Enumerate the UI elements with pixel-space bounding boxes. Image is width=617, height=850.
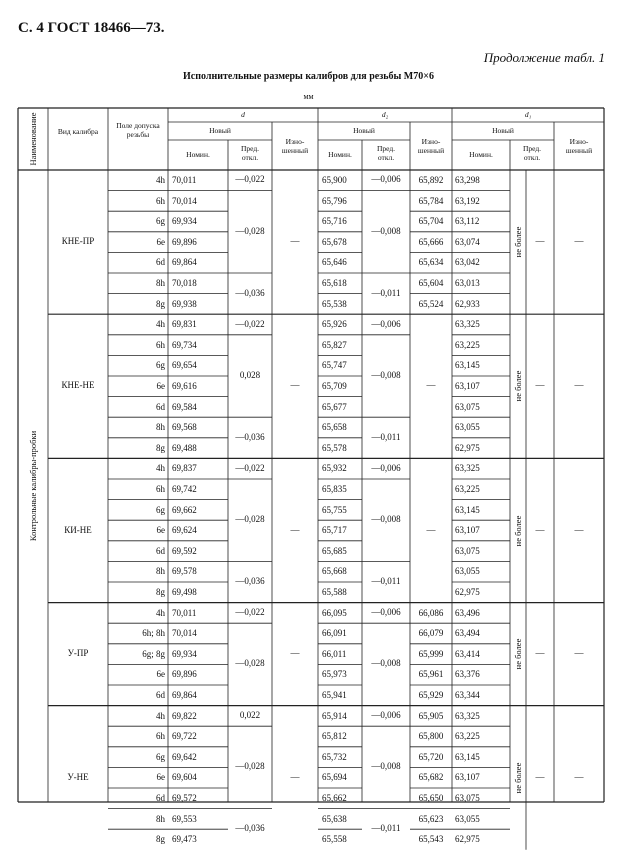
d2-nominal: 65,926 [322,319,347,330]
d2-worn: 66,086 [418,607,444,618]
d2-nominal: 66,095 [322,607,347,618]
d-nominal: 69,837 [172,463,197,474]
d-limit-deviation: —0,028 [235,514,265,525]
d1-nominal: 62,975 [455,834,480,845]
tolerance-field: 6g [156,751,165,762]
d2-worn: 65,892 [418,175,444,185]
d2-limit-deviation: —0,011 [371,576,401,586]
d1-not-more-label: не более [513,762,523,794]
d1-nominal: 63,013 [455,278,480,288]
page-reference: С. 4 ГОСТ 18466—73. [18,20,165,36]
d-nominal: 70,014 [172,628,197,639]
d-nominal: 69,864 [172,257,197,268]
d-nominal: 69,592 [172,545,197,556]
tolerance-field: 8g [156,298,165,309]
d2-nominal: 65,662 [322,793,347,803]
d1-nominal: 63,145 [455,751,480,762]
d-limit-deviation: —0,036 [235,576,265,586]
d-limit-deviation: —0,036 [235,287,265,298]
d1-not-more-label: не более [513,370,523,402]
d1-nominal: 63,042 [455,257,480,268]
d1-nominal: 63,376 [455,669,480,680]
header-limit-dev-2: Пред. откл. [522,144,542,162]
d1-nominal: 63,075 [455,545,480,556]
d2-limit-deviation: —0,011 [371,431,401,442]
d2-nominal: 65,618 [322,278,347,288]
header-limit-dev-0: Пред. откл. [240,144,260,162]
d2-nominal: 65,646 [322,257,347,268]
d2-nominal: 65,747 [322,360,347,371]
d-nominal: 69,864 [172,690,197,700]
d-worn-dash: — [290,236,300,247]
d-nominal: 69,896 [172,236,197,247]
d2-worn: 65,800 [418,731,444,742]
d-limit-deviation: —0,028 [235,225,265,236]
d2-worn: 66,079 [418,628,444,639]
d1-nominal: 63,112 [455,216,480,227]
d-nominal: 70,011 [172,175,197,185]
d2-nominal: 65,538 [322,298,347,309]
tolerance-field: 6h [156,195,165,206]
tolerance-field: 6g [156,360,165,371]
d2-nominal: 65,914 [322,710,347,721]
tolerance-field: 6g [156,216,165,227]
d1-nominal: 62,975 [455,442,480,453]
d1-dev-dash: — [535,524,545,535]
d2-limit-deviation: —0,006 [371,174,401,185]
d1-nominal: 63,055 [455,566,480,577]
tolerance-field: 6g [156,504,165,515]
d2-limit-deviation: —0,006 [371,606,401,617]
tolerance-field: 4h [156,607,165,618]
d1-nominal: 63,107 [455,381,480,391]
d2-nominal: 65,716 [322,216,347,227]
d2-limit-deviation: —0,008 [371,761,401,772]
d2-worn-dash: — [426,380,436,391]
gauge-type-name: КНЕ-НЕ [61,380,95,391]
header-nominal-1: Номин. [328,150,352,159]
tolerance-field: 6e [156,772,165,783]
d2-worn: 65,682 [418,772,444,783]
tolerance-field: 6h [156,731,165,742]
d-worn-dash: — [290,380,300,391]
tolerance-field: 6e [156,669,165,680]
tolerance-field: 6e [156,236,165,247]
d-nominal: 69,654 [172,360,197,371]
tolerance-field: 4h [156,175,165,185]
d-nominal: 69,498 [172,587,197,597]
d1-nominal: 63,055 [455,422,480,433]
d1-not-more-label: не более [513,638,523,670]
d-nominal: 69,568 [172,422,197,433]
table-unit: мм [303,92,314,101]
d1-nominal: 63,494 [455,628,480,639]
d2-nominal: 65,941 [322,690,347,700]
d1-nominal: 63,344 [455,690,480,700]
d2-worn-dash: — [426,524,436,535]
d2-nominal: 65,900 [322,175,347,185]
d-worn-dash: — [290,524,300,535]
tolerance-field: 6e [156,525,165,536]
d-nominal: 69,742 [172,484,197,494]
d-limit-deviation: 0,022 [239,709,261,720]
tolerance-field: 8h [156,813,165,824]
tolerance-field: 8h [156,422,165,433]
d2-worn: 65,634 [418,257,444,268]
table-title: Исполнительные размеры калибров для резьбы М70×6 [183,71,434,82]
d-nominal: 69,578 [172,566,197,577]
d-worn-dash: — [290,771,300,782]
d1-nominal: 62,975 [455,587,480,597]
d-nominal: 69,604 [172,772,197,783]
header-d1: d₁ [524,110,532,119]
d2-limit-deviation: —0,011 [371,823,401,834]
d-nominal: 69,553 [172,813,197,824]
d2-nominal: 65,658 [322,422,347,433]
d2-nominal: 65,638 [322,813,347,824]
d-limit-deviation: —0,028 [235,761,265,772]
d1-worn-dash: — [574,771,584,782]
d1-nominal: 63,075 [455,793,480,803]
d-worn-dash: — [290,648,300,659]
tolerance-field: 6e [156,381,165,391]
header-d2: d₂ [381,110,389,119]
header-name: Наименование [28,112,38,166]
d1-worn-dash: — [574,524,584,535]
d-nominal: 69,831 [172,319,197,330]
tolerance-field: 6d [156,401,165,412]
d1-nominal: 63,225 [455,731,480,742]
d-nominal: 69,822 [172,710,197,721]
d1-dev-dash: — [535,771,545,782]
header-nominal-0: Номин. [186,150,210,159]
header-worn-d1: Изно- шенный [565,137,593,155]
tolerance-field: 6d [156,690,165,700]
d2-nominal: 65,678 [322,236,347,247]
d2-worn: 65,543 [418,834,444,845]
d2-nominal: 65,558 [322,834,347,845]
d2-nominal: 65,709 [322,381,347,391]
tolerance-field: 4h [156,463,165,474]
d2-nominal: 65,732 [322,751,347,762]
d-limit-deviation: —0,022 [235,462,265,473]
d2-nominal: 66,011 [322,648,347,659]
d-nominal: 69,642 [172,751,197,762]
d2-limit-deviation: —0,008 [371,514,401,525]
d2-worn: 65,999 [418,648,444,659]
tolerance-field: 6h [156,484,165,494]
d2-worn: 65,704 [418,216,444,227]
header-gauge-type: Вид калибра [57,127,99,136]
d-nominal: 69,934 [172,648,197,659]
d2-nominal: 66,091 [322,628,347,639]
d2-nominal: 65,755 [322,504,347,515]
d1-nominal: 63,145 [455,504,480,515]
d2-nominal: 65,812 [322,731,347,742]
header-limit-dev-1: Пред. откл. [376,144,396,162]
d-nominal: 69,584 [172,401,197,412]
d2-nominal: 65,685 [322,545,347,556]
d2-nominal: 65,578 [322,442,347,453]
header-worn-1: Изно- шенный [417,137,445,155]
d1-worn-dash: — [574,648,584,659]
d2-nominal: 65,973 [322,669,347,680]
d2-worn: 65,604 [418,278,444,288]
d2-nominal: 65,827 [322,339,347,350]
d1-worn-dash: — [574,236,584,247]
d1-nominal: 63,107 [455,525,480,536]
d1-dev-dash: — [535,648,545,659]
d-nominal: 69,572 [172,793,197,803]
d2-nominal: 65,835 [322,484,347,494]
d1-nominal: 63,145 [455,360,480,371]
tolerance-field: 6g; 8g [142,648,165,659]
tolerance-field: 6d [156,257,165,268]
d-nominal: 69,938 [172,298,197,309]
d-nominal: 69,616 [172,381,197,391]
d2-worn: 65,666 [418,236,444,247]
header-new-0: Новый [209,126,231,135]
d2-worn: 65,623 [418,813,444,824]
d-limit-deviation: —0,036 [235,431,265,442]
d1-nominal: 63,107 [455,772,480,783]
side-label: Контрольные калибры-пробки [28,430,38,542]
d2-worn: 65,905 [418,710,444,721]
tolerance-field: 4h [156,319,165,330]
d1-nominal: 62,933 [455,298,480,309]
d-limit-deviation: 0,028 [239,370,261,380]
d1-nominal: 63,074 [455,236,480,247]
d-nominal: 70,018 [172,278,197,288]
tolerance-field: 8g [156,834,165,845]
d1-nominal: 63,225 [455,339,480,350]
d2-worn: 65,650 [418,793,444,803]
d1-nominal: 63,325 [455,463,480,474]
d2-limit-deviation: —0,006 [371,318,401,329]
d-nominal: 69,896 [172,669,197,680]
d2-limit-deviation: —0,006 [371,709,401,720]
header-d: d [241,110,245,119]
tolerance-field: 6h; 8h [142,628,165,639]
d-nominal: 69,488 [172,442,197,453]
tolerance-field: 6d [156,793,165,803]
d1-nominal: 63,192 [455,195,480,206]
gauge-type-name: КНЕ-ПР [61,236,95,247]
d1-nominal: 63,225 [455,484,480,494]
tolerance-field: 8g [156,442,165,453]
d2-nominal: 65,668 [322,566,347,577]
d2-nominal: 65,796 [322,195,347,206]
header-tolerance-field: Поле допуска резьбы [116,121,160,139]
d1-nominal: 63,075 [455,401,480,412]
d-nominal: 69,624 [172,525,197,536]
d2-worn: 65,720 [418,751,444,762]
tolerance-field: 6h [156,339,165,350]
d-nominal: 69,662 [172,504,197,515]
tolerance-field: 6d [156,545,165,556]
d1-not-more-label: не более [513,515,523,546]
gauge-type-name: У-НЕ [67,771,89,782]
d2-nominal: 65,588 [322,587,347,597]
d2-limit-deviation: —0,008 [371,658,401,669]
gauge-type-name: КИ-НЕ [64,524,92,535]
d2-limit-deviation: —0,008 [371,370,401,380]
d1-nominal: 63,325 [455,710,480,721]
d2-worn: 65,784 [418,195,444,206]
d1-not-more-label: не более [513,226,523,258]
d2-nominal: 65,932 [322,463,347,474]
continuation-note: Продолжение табл. 1 [483,50,605,65]
d-limit-deviation: —0,022 [235,174,265,185]
header-worn-0: Изно- шенный [281,137,309,155]
tolerance-field: 8h [156,278,165,288]
d-limit-deviation: —0,022 [235,318,265,329]
d-nominal: 69,722 [172,731,197,742]
d1-nominal: 63,325 [455,319,480,330]
d-nominal: 69,473 [172,834,197,845]
gauge-type-name: У-ПР [67,648,89,659]
d1-nominal: 63,414 [455,648,480,659]
d1-dev-dash: — [535,236,545,247]
d2-nominal: 65,717 [322,525,347,536]
d2-limit-deviation: —0,011 [371,287,401,298]
d-nominal: 70,014 [172,195,197,206]
d2-worn: 65,524 [418,298,444,309]
d1-dev-dash: — [535,380,545,391]
d2-worn: 65,961 [418,669,444,680]
header-nominal-2: Номин. [469,150,493,159]
d1-nominal: 63,055 [455,813,480,824]
d2-limit-deviation: —0,008 [371,225,401,236]
d2-limit-deviation: —0,006 [371,462,401,473]
tolerance-field: 8g [156,587,165,597]
d2-nominal: 65,677 [322,401,347,412]
d1-nominal: 63,496 [455,607,480,618]
d-nominal: 69,934 [172,216,197,227]
d-nominal: 69,734 [172,339,197,350]
tolerance-field: 8h [156,566,165,577]
d2-worn: 65,929 [418,690,444,700]
tolerance-field: 4h [156,710,165,721]
d1-nominal: 63,298 [455,175,480,185]
d-limit-deviation: —0,036 [235,823,265,834]
d-nominal: 70,011 [172,607,197,618]
header-new-2: Новый [492,126,514,135]
d-limit-deviation: —0,022 [235,606,265,617]
d2-nominal: 65,694 [322,772,347,783]
d-limit-deviation: —0,028 [235,658,265,669]
d1-worn-dash: — [574,380,584,391]
header-new-1: Новый [353,126,375,135]
